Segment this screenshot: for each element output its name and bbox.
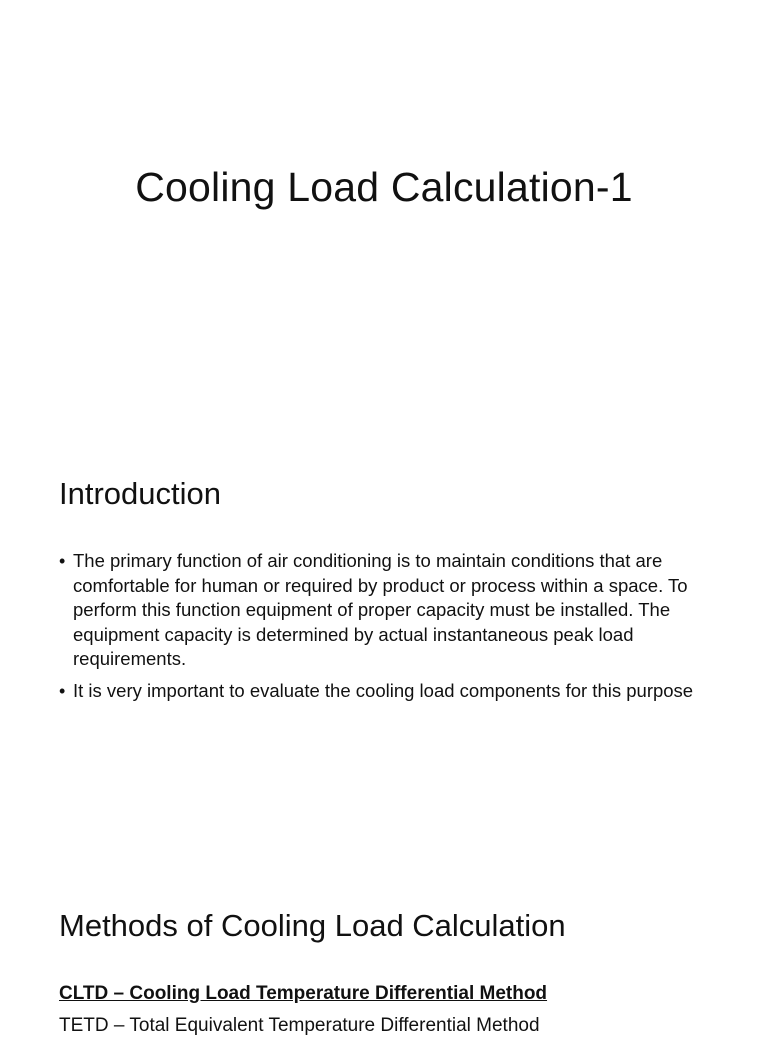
introduction-bullet-list (59, 549, 719, 710)
slide-introduction (0, 420, 768, 850)
method-cltd: CLTD – Cooling Load Temperature Differential Method (59, 983, 548, 1004)
introduction-heading: Introduction (59, 476, 221, 511)
slide-methods (0, 850, 768, 1036)
bullet-text: The primary function of air conditioning is to maintain conditions that are comfortable for human or required by product or process within a space. To perform this function equipment of proper capacity must be installed. The equipment capacity is determined by actual instantaneous peak load requirements. (73, 550, 688, 669)
bullet-item (59, 679, 719, 704)
method-tetd: TETD – Total Equivalent Temperature Differential Method (59, 1015, 540, 1036)
bullet-text: It is very important to evaluate the cooling load components for this purpose (73, 679, 694, 701)
bullet-dot-icon: • (59, 551, 66, 571)
deck-title: Cooling Load Calculation-1 (135, 164, 633, 210)
slide-title (0, 0, 768, 420)
bullet-item (59, 549, 719, 672)
methods-heading: Methods of Cooling Load Calculation (59, 908, 566, 943)
bullet-dot-icon: • (59, 680, 66, 701)
